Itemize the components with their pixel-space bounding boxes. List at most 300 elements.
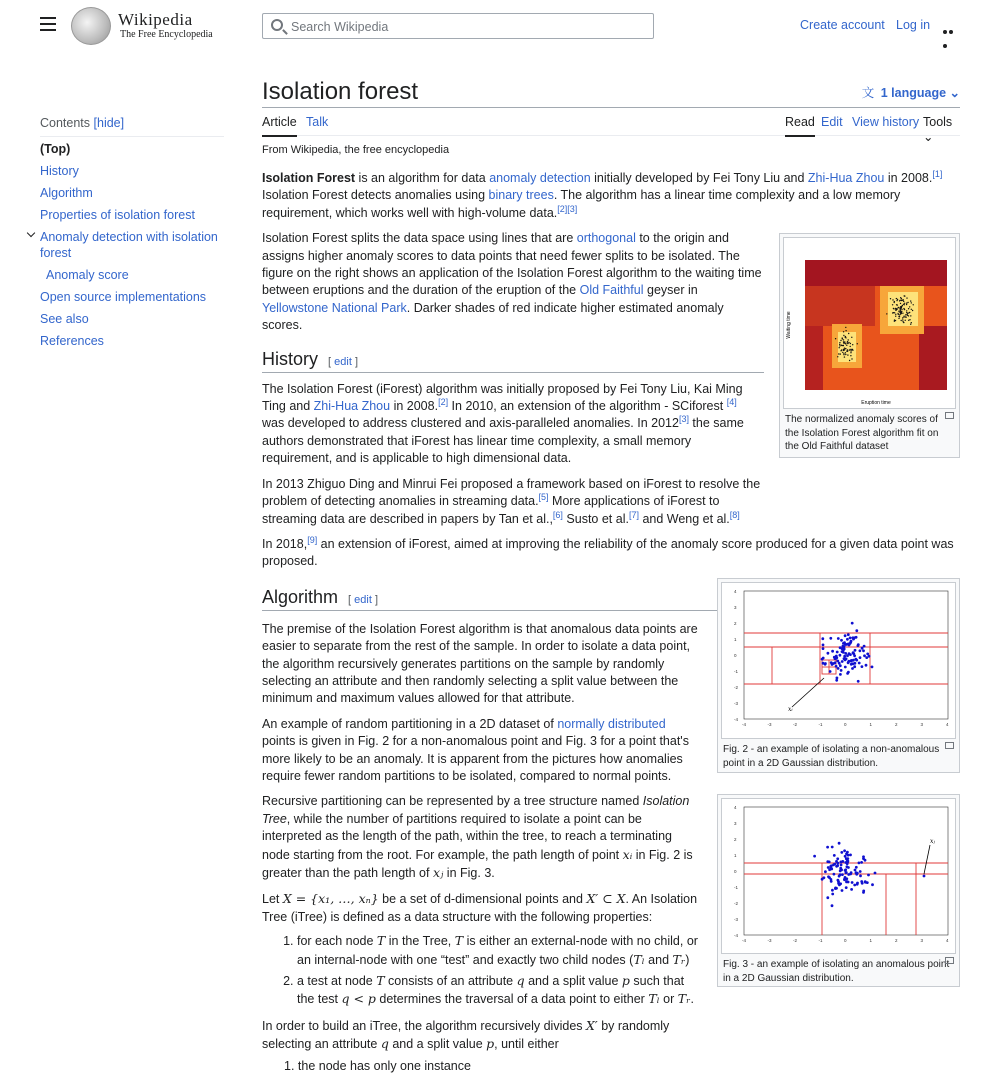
citation-link[interactable]: [8]: [729, 509, 740, 520]
scatter-point: [910, 324, 911, 325]
scatter-point: [859, 656, 862, 659]
scatter-point: [844, 341, 845, 342]
search-icon: [271, 19, 283, 31]
scatter-point: [826, 896, 829, 899]
x-tick-label: -1: [818, 938, 823, 943]
text: an extension of iForest, aimed at improving the reliability of the anomaly score produced for a given data point was proposed.: [262, 536, 954, 569]
scatter-point: [897, 299, 898, 300]
scatter-point: [836, 651, 839, 654]
toc-item-top[interactable]: (Top): [40, 142, 71, 156]
scatter-point: [845, 330, 846, 331]
old-faithful-link[interactable]: Old Faithful: [579, 283, 644, 298]
algorithm-edit-link[interactable]: edit: [354, 593, 372, 606]
text: ): [685, 952, 690, 967]
scatter-point: [874, 872, 877, 875]
tools-label: Tools: [923, 115, 953, 129]
scatter-point: [850, 660, 853, 663]
scatter-point: [906, 304, 907, 305]
figure-3-image[interactable]: [721, 798, 956, 954]
scatter-point: [835, 860, 838, 863]
scatter-point: [835, 679, 838, 682]
scatter-point: [894, 302, 895, 303]
scatter-point: [904, 304, 905, 305]
x-axis-label: Eruption time: [861, 400, 891, 406]
scatter-point: [822, 657, 825, 660]
text: and a split value: [524, 974, 622, 989]
old-faithful-heatmap-image[interactable]: [783, 237, 956, 409]
scatter-point: [840, 639, 843, 642]
scatter-point: [849, 350, 850, 351]
search-box[interactable]: [262, 13, 654, 39]
scatter-point: [856, 882, 859, 885]
scatter-point: [859, 870, 862, 873]
citation-link[interactable]: [4]: [726, 397, 737, 408]
scatter-point: [831, 893, 834, 896]
x-tick-label: 1: [869, 722, 873, 727]
scatter-point: [894, 319, 895, 320]
scatter-point: [835, 656, 838, 659]
scatter-point: [845, 352, 846, 353]
scatter-point: [845, 853, 848, 856]
scatter-point: [855, 658, 858, 661]
scatter-point: [845, 337, 846, 338]
scatter-point: [839, 882, 842, 885]
scatter-point: [900, 308, 901, 309]
scatter-point: [856, 872, 859, 875]
scatter-point: [851, 349, 852, 350]
scatter-point: [903, 301, 904, 302]
tab-article[interactable]: Article: [262, 115, 297, 137]
citation-link[interactable]: [3]: [678, 414, 689, 425]
text: is either an external-node with no child, or an internal-node with one “test” and exactly two child nodes (: [297, 934, 698, 967]
text: Isolation Forest detects anomalies using: [262, 188, 489, 203]
more-options-icon[interactable]: [943, 23, 960, 27]
scatter-point: [843, 341, 844, 342]
scatter-point: [845, 327, 846, 328]
tools-dropdown[interactable]: Tools ⌄: [923, 115, 953, 144]
scatter-point: [833, 854, 836, 857]
algorithm-paragraph-2: [262, 716, 700, 786]
y-tick-label: 4: [734, 805, 737, 810]
site-subtitle: From Wikipedia, the free encyclopedia: [262, 144, 450, 156]
scatter-point: [912, 310, 913, 311]
text: More applications of iForest to streaming data are described in papers by Tan et al.,: [262, 494, 720, 526]
scatter-point: [829, 637, 832, 640]
scatter-point: [867, 874, 870, 877]
toc-item-see-also[interactable]: See also: [40, 312, 89, 326]
list-item: [297, 932, 700, 969]
citation-link[interactable]: [5]: [538, 492, 549, 503]
scatter-point: [854, 869, 857, 872]
algorithm-paragraph-5: [262, 1017, 700, 1054]
text: The Isolation Forest (iForest) algorithm was initially proposed by Fei Tony Liu, Kai Ming Ting and: [262, 381, 743, 414]
text: was developed to address clustered and axis-paralleled anomalies. In 2012: [262, 416, 679, 431]
scatter-point: [902, 321, 903, 322]
text: .: [690, 992, 694, 1007]
figure-2-image[interactable]: [721, 582, 956, 739]
toc-item-open-source[interactable]: Open source implementations: [40, 290, 207, 304]
toc-item-anomaly-detection-label: Anomaly detection with isolation forest: [40, 230, 218, 260]
scatter-point: [852, 344, 853, 345]
scatter-point: [900, 297, 901, 298]
scatter-point: [850, 352, 851, 353]
scatter-point: [846, 654, 849, 657]
text: Recursive partitioning can be represented by a tree structure named: [262, 794, 643, 809]
history-paragraph-2: [262, 476, 762, 528]
scatter-point: [845, 880, 848, 883]
scatter-point: [908, 320, 909, 321]
enlarge-icon[interactable]: [945, 742, 954, 749]
site-header: [0, 0, 1000, 52]
scatter-point: [844, 666, 847, 669]
figure-caption-text: Fig. 2 - an example of isolating a non-anomalous point in a 2D Gaussian distribution.: [723, 744, 940, 769]
tab-read[interactable]: Read: [785, 115, 815, 137]
heatmap-region: [805, 260, 947, 286]
main-menu-icon[interactable]: [40, 17, 56, 31]
scatter-point: [847, 661, 850, 664]
scatter-point: [844, 634, 847, 637]
text: . Darker shades of red indicate higher estimated anomaly scores.: [262, 300, 724, 333]
scatter-point: [902, 305, 903, 306]
scatter-point: [850, 355, 851, 356]
citation-link[interactable]: [1]: [932, 169, 943, 179]
zhi-hua-zhou-link[interactable]: Zhi-Hua Zhou: [313, 399, 391, 414]
text: initially developed by Fei Tony Liu and: [590, 171, 808, 185]
scatter-point: [858, 662, 861, 665]
scatter-point: [829, 670, 832, 673]
scatter-point: [847, 860, 850, 863]
scatter-point: [834, 887, 837, 890]
scatter-point: [850, 871, 853, 874]
scatter-point: [899, 316, 900, 317]
scatter-point: [857, 643, 860, 646]
scatter-point: [910, 300, 911, 301]
create-account-link[interactable]: Create account: [800, 18, 885, 32]
scatter-point: [846, 672, 849, 675]
scatter-point: [902, 319, 903, 320]
scatter-point: [890, 298, 891, 299]
scatter-point: [843, 849, 846, 852]
scatter-point: [858, 862, 861, 865]
scatter-point: [861, 665, 864, 668]
scatter-point: [853, 665, 856, 668]
scatter-point: [840, 864, 843, 867]
itree-properties-list: [262, 932, 700, 1009]
yellowstone-link[interactable]: Yellowstone National Park: [262, 300, 407, 315]
search-input[interactable]: [291, 18, 641, 35]
scatter-point: [900, 303, 901, 304]
wikipedia-globe-logo[interactable]: [71, 7, 111, 45]
toc-item-algorithm[interactable]: Algorithm: [40, 186, 93, 200]
toc-item-anomaly-detection[interactable]: [40, 229, 224, 261]
scatter-point: [843, 349, 844, 350]
math: Tₗ: [648, 991, 660, 1007]
page-title-text: Isolation forest: [262, 78, 419, 105]
x-tick-label: 2: [895, 938, 898, 943]
scatter-point: [835, 665, 838, 668]
scatter-point: [865, 664, 868, 667]
scatter-point: [830, 661, 833, 664]
scatter-point: [864, 880, 867, 883]
enlarge-icon[interactable]: [945, 957, 954, 964]
math: xⱼ: [432, 865, 444, 880]
scatter-point: [827, 652, 830, 655]
scatter-point: [847, 633, 850, 636]
tab-view-history[interactable]: View history: [852, 115, 920, 129]
scatter-point: [842, 648, 845, 651]
scatter-point: [821, 637, 824, 640]
text: , until either: [494, 1037, 559, 1052]
math: Tₗ: [633, 951, 645, 967]
zhi-hua-zhou-link[interactable]: Zhi-Hua Zhou: [807, 171, 885, 185]
heatmap-region: [888, 292, 918, 326]
y-tick-label: 2: [734, 621, 737, 626]
scatter-point: [822, 644, 825, 647]
scatter-point: [905, 317, 906, 318]
math: xᵢ: [622, 846, 633, 862]
scatter-point: [831, 904, 834, 907]
math: T: [454, 933, 464, 949]
language-label: 1 language: [880, 86, 947, 100]
scatter-point: [839, 654, 842, 657]
scatter-point: [843, 345, 844, 346]
chevron-down-icon[interactable]: [26, 229, 36, 239]
scatter-point: [843, 342, 844, 343]
scatter-point: [846, 345, 847, 346]
scatter-point: [911, 322, 912, 323]
text: or: [659, 992, 678, 1007]
citation-link[interactable]: [7]: [628, 509, 639, 520]
intro-bold: Isolation Forest: [262, 171, 356, 185]
scatter-point: [861, 647, 864, 650]
scatter-point: [851, 350, 852, 351]
citation-link[interactable]: [9]: [307, 534, 318, 545]
text: and: [644, 952, 673, 967]
scatter-point: [846, 638, 849, 641]
scatter-point: [845, 886, 848, 889]
language-button[interactable]: 文 1 language ⌄: [862, 83, 960, 101]
scatter-point: [839, 342, 840, 343]
text: In order to build an iTree, the algorithm recursively divides: [262, 1018, 586, 1033]
text: consists of an attribute: [384, 974, 517, 989]
scatter-point: [854, 649, 857, 652]
normally-distributed-link[interactable]: normally distributed: [557, 716, 666, 731]
x-tick-label: -4: [742, 938, 747, 943]
citation-link[interactable]: [2]: [438, 397, 449, 408]
binary-trees-link[interactable]: binary trees: [488, 188, 554, 203]
text: in the Tree,: [385, 934, 455, 949]
scatter-point: [908, 308, 909, 309]
scatter-point: [863, 645, 866, 648]
toc-hide-link[interactable]: [hide]: [93, 116, 125, 130]
scatter-point: [838, 842, 841, 845]
y-tick-label: 2: [734, 837, 737, 842]
scatter-point: [898, 307, 899, 308]
scatter-point: [839, 867, 842, 870]
point-label: xⱼ: [930, 838, 935, 845]
scatter-point: [898, 318, 899, 319]
scatter-point: [911, 309, 912, 310]
scatter-point: [826, 846, 829, 849]
toc-item-properties[interactable]: Properties of isolation forest: [40, 208, 195, 222]
scatter-point: [830, 878, 833, 881]
scatter-point: [843, 878, 846, 881]
scatter-point: [837, 356, 838, 357]
scatter-point: [833, 873, 836, 876]
figure-3: [717, 794, 960, 987]
scatter-point: [841, 873, 844, 876]
x-tick-label: -2: [793, 722, 798, 727]
x-tick-label: 4: [946, 722, 949, 727]
scatter-point: [896, 300, 897, 301]
wikipedia-wordmark[interactable]: Wikipedia: [118, 10, 193, 29]
scatter-point: [842, 352, 843, 353]
enlarge-icon[interactable]: [945, 412, 954, 419]
x-tick-label: -4: [742, 722, 747, 727]
citation-link[interactable]: [6]: [552, 509, 563, 520]
scatter-point: [847, 342, 848, 343]
scatter-point: [836, 660, 839, 663]
scatter-point: [850, 888, 853, 891]
scatter-point: [851, 667, 854, 670]
scatter-point: [824, 662, 827, 665]
scatter-point: [886, 313, 887, 314]
orthogonal-link[interactable]: orthogonal: [576, 231, 636, 246]
scatter-point: [843, 655, 846, 658]
scatter-point: [843, 335, 844, 336]
figure-caption-text: Fig. 3 - an example of isolating an anomalous point in a 2D Gaussian distribution.: [723, 959, 950, 984]
x-tick-label: 1: [869, 938, 873, 943]
scatter-point: [851, 881, 854, 884]
algorithm-heading-text: Algorithm: [262, 586, 339, 607]
scatter-point: [840, 851, 843, 854]
scatter-point: [895, 316, 896, 317]
toc-item-history[interactable]: History: [40, 164, 79, 178]
scatter-point: [849, 653, 852, 656]
y-tick-label: 3: [734, 605, 737, 610]
scatter-point: [855, 866, 858, 869]
text: and a split value: [388, 1037, 487, 1052]
scatter-point: [862, 890, 865, 893]
scatter-point: [840, 353, 841, 354]
scatter-point: [852, 638, 855, 641]
tab-edit[interactable]: Edit: [821, 115, 843, 129]
scatter-point: [837, 880, 840, 883]
scatter-point: [846, 351, 847, 352]
heatmap-region: [805, 286, 875, 326]
scatter-point: [847, 349, 848, 350]
scatter-point: [850, 663, 853, 666]
y-tick-label: -2: [734, 685, 739, 690]
citation-link[interactable]: [2][3]: [557, 203, 578, 214]
scatter-point: [904, 303, 905, 304]
scatter-point: [836, 864, 839, 867]
translate-icon: 文: [861, 86, 875, 100]
history-edit: [ edit ]: [328, 355, 359, 368]
scatter-point: [845, 643, 848, 646]
scatter-point: [850, 346, 851, 347]
scatter-point: [839, 673, 842, 676]
scatter-point: [900, 306, 901, 307]
scatter-point: [853, 884, 856, 887]
scatter-point: [906, 312, 907, 313]
scatter-point: [902, 317, 903, 318]
history-paragraph-1: [262, 381, 762, 468]
math: p: [486, 1036, 495, 1052]
scatter-point: [845, 857, 848, 860]
scatter-point: [871, 666, 874, 669]
intro-paragraph: [262, 170, 960, 222]
math: T: [376, 933, 386, 949]
scatter-point: [923, 875, 926, 878]
scatter-point: [843, 657, 846, 660]
scatter-point: [896, 308, 897, 309]
scatter-point: [844, 869, 847, 872]
scatter-point: [852, 350, 853, 351]
scatter-point: [843, 331, 844, 332]
text: in 2008.: [884, 171, 933, 185]
scatter-point: [844, 356, 845, 357]
page-title: [262, 62, 960, 108]
point-label: xᵢ: [788, 706, 793, 713]
x-tick-label: 2: [895, 722, 898, 727]
scatter-point: [846, 862, 849, 865]
tab-talk[interactable]: Talk: [306, 115, 329, 129]
figure-old-faithful: [779, 233, 960, 458]
toc-item-references[interactable]: References: [40, 334, 104, 348]
scatter-point: [849, 360, 850, 361]
math: q < p: [341, 991, 376, 1007]
scatter-point: [843, 353, 844, 354]
text: Susto et al.: [562, 511, 629, 526]
y-tick-label: -3: [734, 917, 739, 922]
scatter-point: [851, 358, 852, 359]
y-tick-label: 1: [734, 853, 737, 858]
scatter-point: [837, 637, 840, 640]
scatter-point: [821, 878, 824, 881]
history-heading: [262, 349, 764, 373]
scatter-point: [849, 854, 852, 857]
history-edit-link[interactable]: edit: [334, 355, 352, 368]
y-tick-label: -1: [734, 669, 739, 674]
text: the same authors demonstrated that iForest has linear time complexity, a small memory requirement, and is applicable to high dimensional data.: [262, 416, 744, 466]
toc-item-anomaly-score[interactable]: Anomaly score: [46, 268, 129, 282]
scatter-point: [836, 677, 839, 680]
x-tick-label: 0: [844, 938, 847, 943]
scatter-point: [828, 868, 831, 871]
history-heading-text: History: [262, 348, 319, 369]
x-tick-label: 0: [844, 722, 847, 727]
scatter-point: [847, 873, 850, 876]
math: X′: [586, 1017, 598, 1033]
text: Let: [262, 892, 283, 907]
scatter-point: [909, 312, 910, 313]
scatter-point: [866, 653, 869, 656]
log-in-link[interactable]: Log in: [896, 18, 931, 32]
scatter-point: [848, 333, 849, 334]
scatter-point: [861, 882, 864, 885]
anomaly-detection-link[interactable]: anomaly detection: [489, 171, 591, 185]
scatter-point: [840, 340, 841, 341]
x-tick-label: -3: [767, 938, 772, 943]
scatter-point: [871, 883, 874, 886]
scatter-point: [864, 859, 867, 862]
text: In 2010, an extension of the algorithm - SCiforest: [448, 399, 727, 414]
scatter-point: [862, 855, 865, 858]
math: X = {x₁, …, xₙ}: [282, 891, 379, 907]
scatter-point: [844, 652, 847, 655]
toc-title: Contents: [40, 116, 91, 130]
